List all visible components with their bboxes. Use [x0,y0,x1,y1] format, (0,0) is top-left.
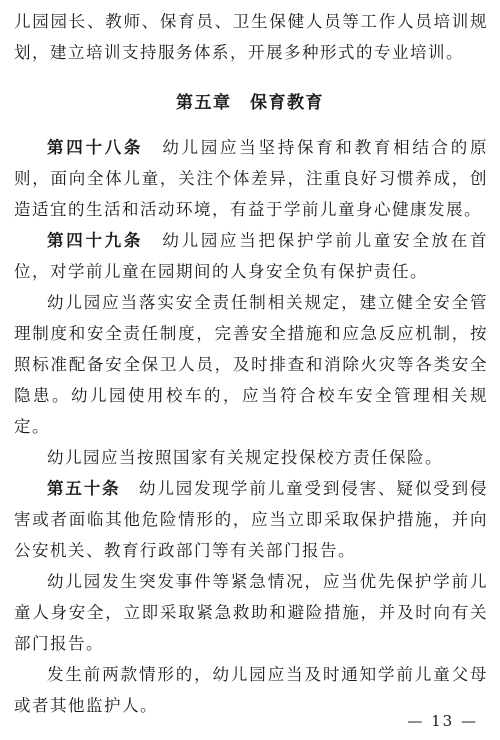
article-49-text: 幼儿园应当把保护学前儿童安全放在首位，对学前儿童在园期间的人身安全负有保护责任。 [14,231,489,281]
article-50-paragraph: 发生前两款情形的，幼儿园应当及时通知学前儿童父母或者其他监护人。 [14,665,488,715]
article-50-paragraph: 幼儿园发生突发事件等紧急情况，应当优先保护学前儿童人身安全，立即采取紧急救助和避险措施，并及时向有关部门报告。 [14,572,488,653]
article-50 [14,473,488,566]
intro-paragraph: 儿园园长、教师、保育员、卫生保健人员等工作人员培训规划，建立培训支持服务体系，开展多种形式的专业培训。 [14,12,488,62]
main-content [14,132,488,721]
article-50-heading: 第五十条 [47,479,121,498]
article-48-heading: 第四十八条 [47,138,144,157]
article-49-paragraph: 幼儿园应当按照国家有关规定投保校方责任保险。 [47,448,443,467]
article-48-text: 幼儿园应当坚持保育和教育相结合的原则，面向全体儿童，关注个体差异，注重良好习惯养成，创造适宜的生活和活动环境，有益于学前儿童身心健康发展。 [14,138,489,219]
article-50-text: 幼儿园发现学前儿童受到侵害、疑似受到侵害或者面临其他危险情形的，应当立即采取保护措施，并向公安机关、教育行政部门等有关部门报告。 [14,479,489,560]
page-number: — 13 — [407,712,478,730]
article-49-paragraph: 幼儿园应当落实安全责任制相关规定，建立健全安全管理制度和安全责任制度，完善安全措施和应急反应机制，按照标准配备安全保卫人员，及时排查和消除火灾等各类安全隐患。幼儿园使用校车的，应当符合校车安全管理相关规定。 [14,293,488,436]
article-49-heading: 第四十九条 [47,231,144,250]
chapter-title: 第五章 保育教育 [176,93,324,113]
article-48 [14,132,488,225]
article-49 [14,225,488,287]
intro-section [14,6,488,68]
